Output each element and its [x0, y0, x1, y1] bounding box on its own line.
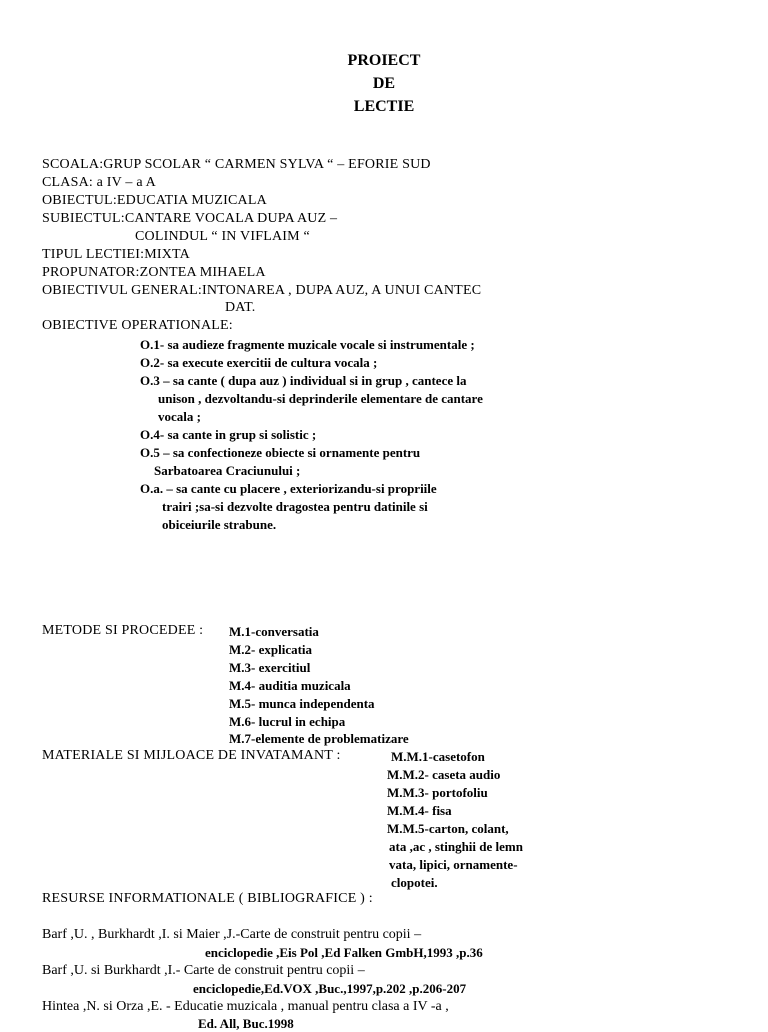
bibliography-entry-3-continuation: Ed. All, Buc.1998 [198, 1016, 294, 1031]
lesson-type-line: TIPUL LECTIEI:MIXTA [42, 247, 190, 262]
objective-oa-continuation-1: trairi ;sa-si dezvolte dragostea pentru datinile si [162, 499, 428, 514]
objective-o3-continuation-2: vocala ; [158, 409, 201, 424]
methods-heading: METODE SI PROCEDEE : [42, 623, 204, 638]
operational-objectives-heading: OBIECTIVE OPERATIONALE: [42, 318, 233, 333]
method-item: M.7-elemente de problematizare [229, 731, 409, 746]
material-item: M.M.3- portofoliu [387, 785, 488, 800]
document-title-line-3: LECTIE [353, 98, 415, 115]
method-item: M.6- lucrul in echipa [229, 714, 346, 729]
method-item: M.4- auditia muzicala [229, 678, 351, 693]
material-item: vata, lipici, ornamente- [389, 857, 518, 872]
lesson-subject-continuation: COLINDUL “ IN VIFLAIM “ [135, 229, 310, 244]
bibliography-entry-2-continuation: enciclopedie,Ed.VOX ,Buc.,1997,p.202 ,p.206-207 [193, 981, 467, 996]
subject-area-line: OBIECTUL:EDUCATIA MUZICALA [42, 193, 267, 208]
class-line: CLASA: a IV – a A [42, 175, 156, 190]
material-item: M.M.1-casetofon [391, 749, 485, 764]
material-item: clopotei. [391, 875, 438, 890]
objective-oa: O.a. – sa cante cu placere , exteriorizandu-si propriile [140, 481, 437, 496]
objective-o1: O.1- sa audieze fragmente muzicale vocale si instrumentale ; [140, 337, 475, 352]
document-title-line-2: DE [372, 75, 396, 92]
method-item: M.2- explicatia [229, 642, 313, 657]
material-item: M.M.5-carton, colant, [387, 821, 509, 836]
material-item: M.M.4- fisa [387, 803, 452, 818]
objective-o5-continuation: Sarbatoarea Craciunului ; [154, 463, 301, 478]
material-item: ata ,ac , stinghii de lemn [389, 839, 523, 854]
bibliography-entry-1: Barf ,U. , Burkhardt ,I. si Maier ,J.-Carte de construit pentru copii – [42, 927, 422, 942]
method-item: M.1-conversatia [229, 624, 319, 639]
bibliography-entry-2: Barf ,U. si Burkhardt ,I.- Carte de construit pentru copii – [42, 963, 365, 978]
proposer-line: PROPUNATOR:ZONTEA MIHAELA [42, 265, 266, 280]
method-item: M.5- munca independenta [229, 696, 375, 711]
method-item: M.3- exercitiul [229, 660, 311, 675]
document-title-line-1: PROIECT [347, 52, 421, 69]
bibliography-entry-3: Hintea ,N. si Orza ,E. - Educatie muzicala , manual pentru clasa a IV -a , [42, 999, 449, 1014]
objective-o3-continuation-1: unison , dezvoltandu-si deprinderile elementare de cantare [158, 391, 483, 406]
general-objective-continuation: DAT. [225, 300, 256, 315]
objective-o2: O.2- sa execute exercitii de cultura vocala ; [140, 355, 378, 370]
school-line: SCOALA:GRUP SCOLAR “ CARMEN SYLVA “ – EFORIE SUD [42, 157, 431, 172]
materials-heading: MATERIALE SI MIJLOACE DE INVATAMANT : [42, 748, 341, 763]
objective-oa-continuation-2: obiceiurile strabune. [162, 517, 277, 532]
objective-o4: O.4- sa cante in grup si solistic ; [140, 427, 317, 442]
general-objective-line: OBIECTIVUL GENERAL:INTONAREA , DUPA AUZ, A UNUI CANTEC [42, 283, 482, 298]
lesson-subject-line: SUBIECTUL:CANTARE VOCALA DUPA AUZ – [42, 211, 338, 226]
bibliography-entry-1-continuation: enciclopedie ,Eis Pol ,Ed Falken GmbH,1993 ,p.36 [205, 945, 483, 960]
objective-o5: O.5 – sa confectioneze obiecte si ornamente pentru [140, 445, 421, 460]
resources-heading: RESURSE INFORMATIONALE ( BIBLIOGRAFICE ) : [42, 891, 373, 906]
objective-o3: O.3 – sa cante ( dupa auz ) individual si in grup , cantece la [140, 373, 467, 388]
material-item: M.M.2- caseta audio [387, 767, 501, 782]
